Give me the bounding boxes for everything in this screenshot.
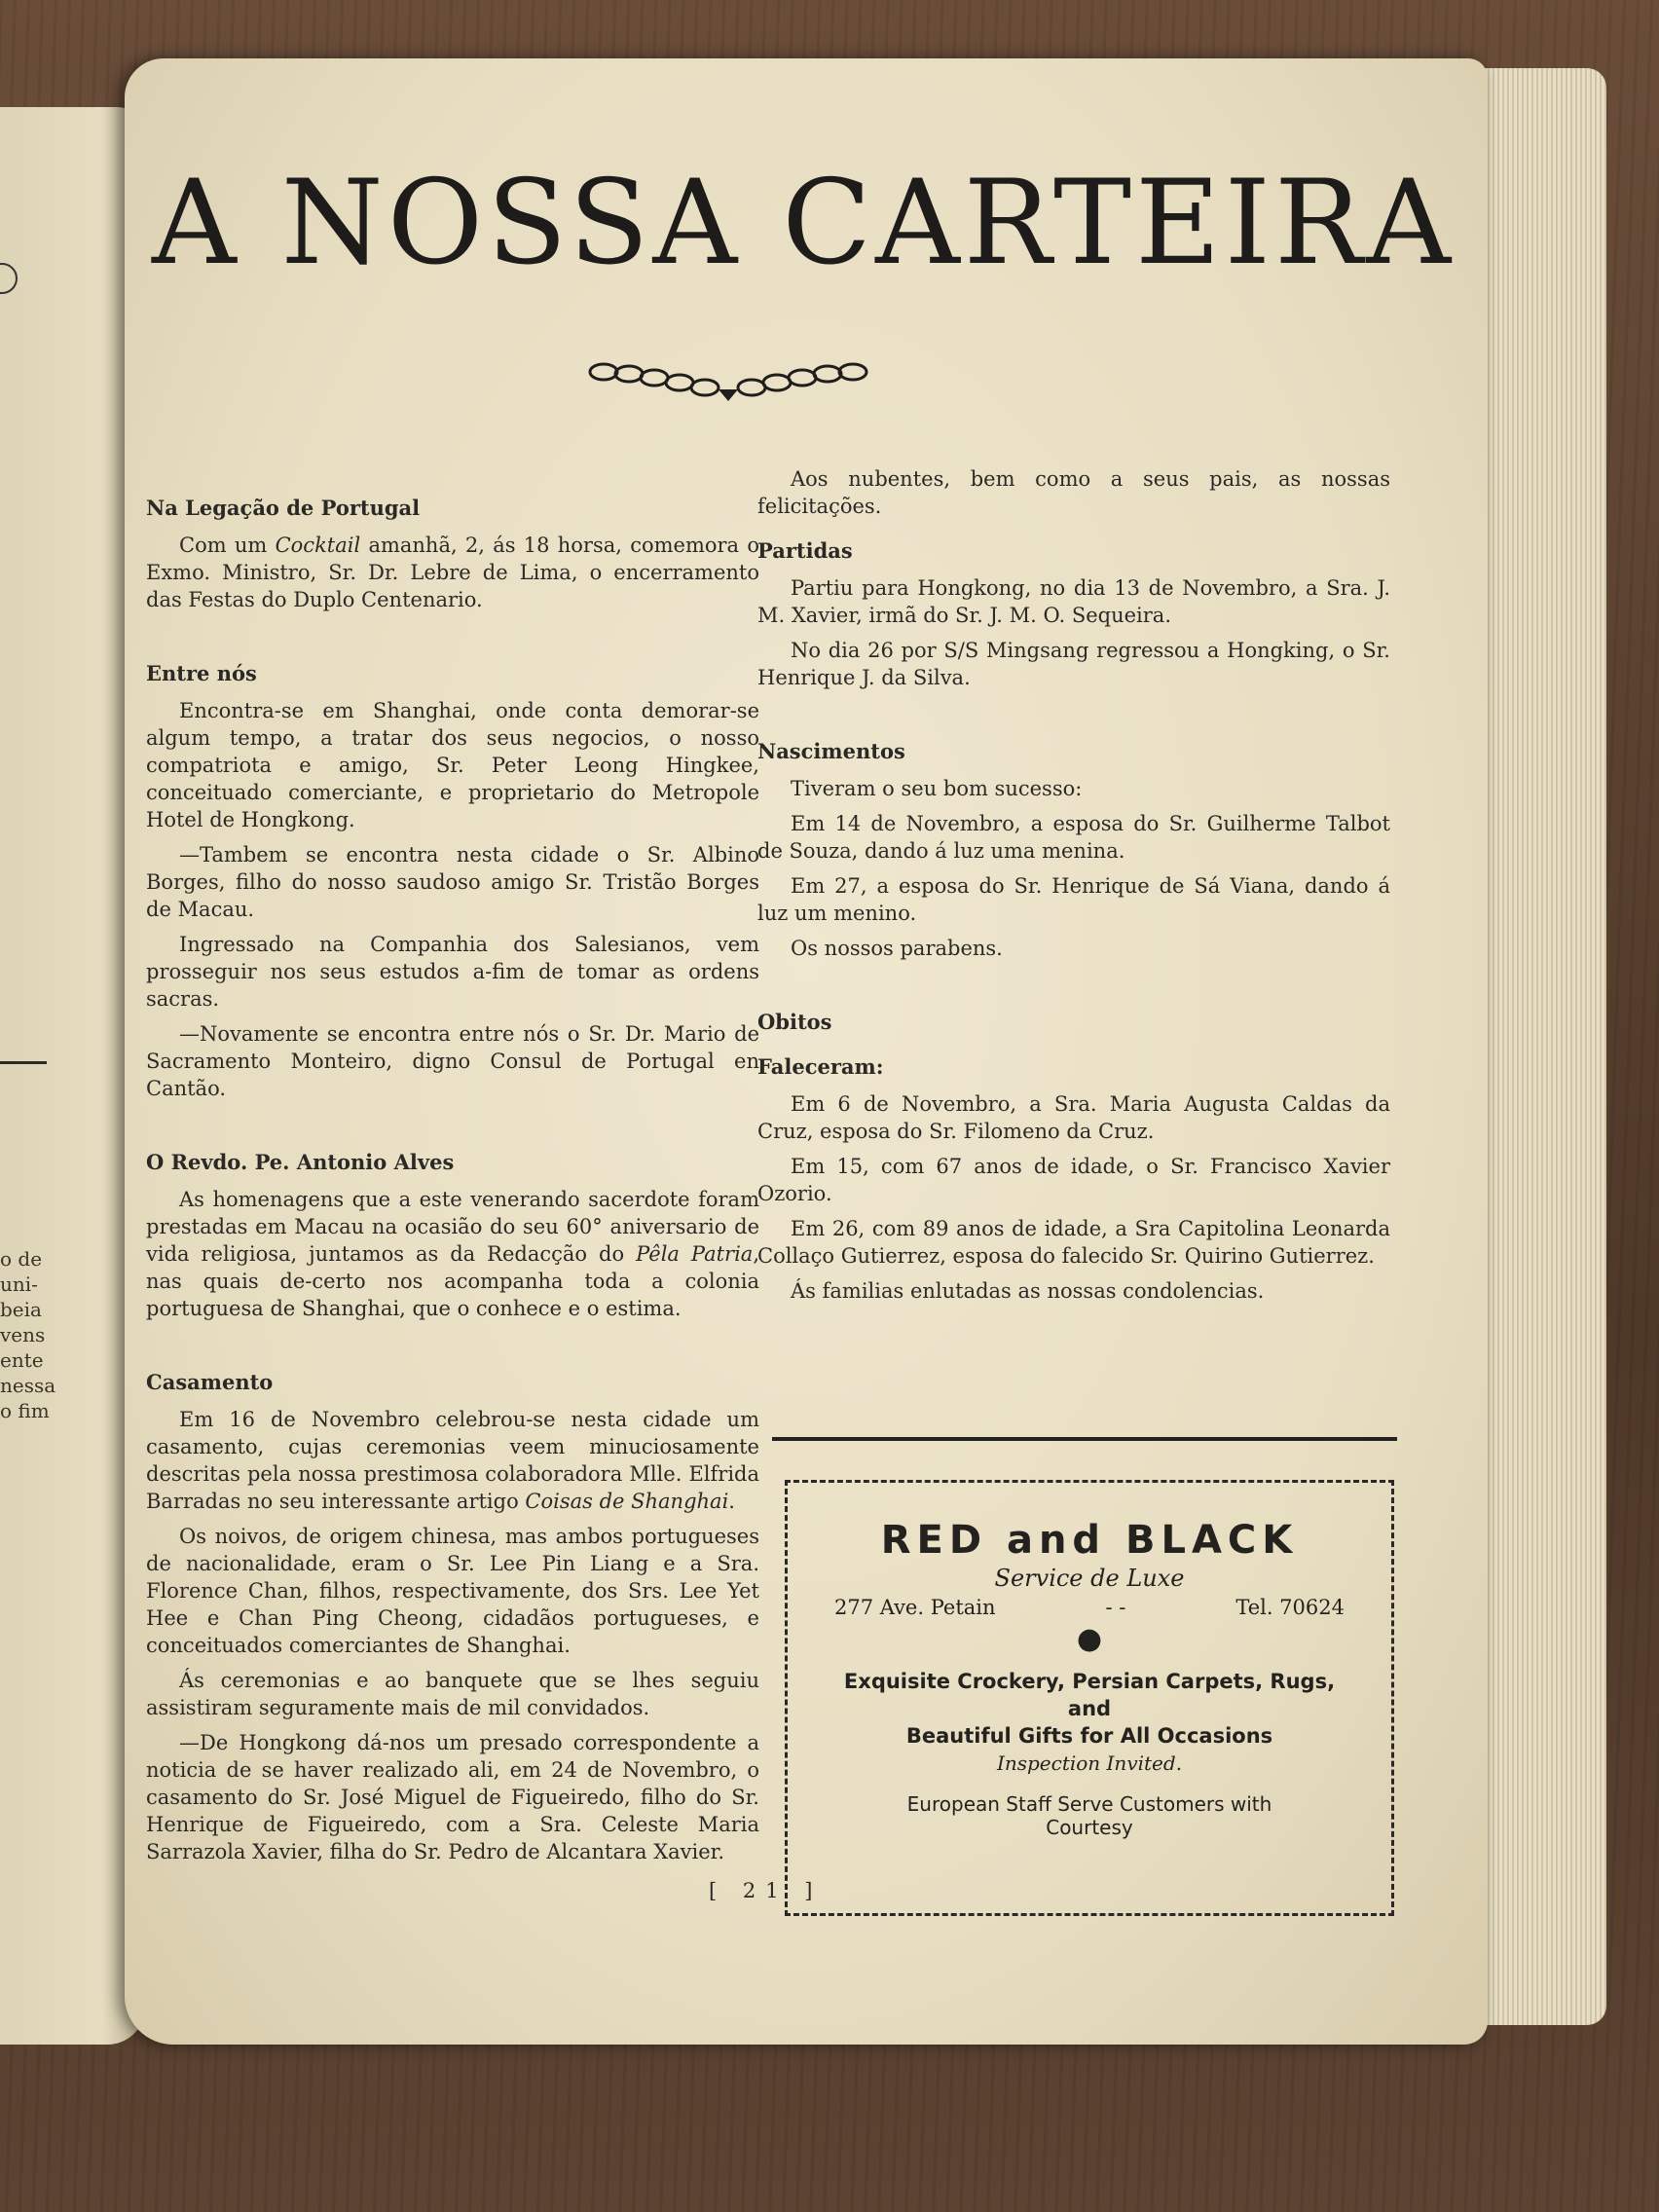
revdo-text-pre: As homenagens que a este venerando sacerdote foram prestadas em Macau na ocasião do seu 60° aniversario de vida religiosa, juntamos as da Redacção do bbox=[146, 1188, 759, 1266]
advert-address: 277 Ave. Petain bbox=[834, 1596, 996, 1619]
section-heading-legacao: Na Legação de Portugal bbox=[146, 496, 421, 520]
section-subheading-faleceram: Faleceram: bbox=[757, 1054, 884, 1079]
entre-nos-paragraph: —Novamente se encontra entre nós o Sr. Dr. Mario de Sacramento Monteiro, digno Consul de Portugal en Cantão. bbox=[146, 1022, 759, 1100]
advert-subtitle: Service de Luxe bbox=[994, 1565, 1185, 1592]
casamento-text-pre: Em 16 de Novembro celebrou-se nesta cidade um casamento, cujas ceremonias veem minuciosamente descritas pela nossa prestimosa colaboradora Mlle. Elfrida Barradas no seu interessante artigo bbox=[146, 1408, 759, 1513]
advert-dashes: - - bbox=[1105, 1596, 1126, 1619]
nascimentos-paragraph: Em 14 de Novembro, a esposa do Sr. Guilherme Talbot de Souza, dando á luz uma menina. bbox=[757, 812, 1390, 863]
obitos-paragraph: Ás familias enlutadas as nossas condolencias. bbox=[791, 1279, 1265, 1303]
obitos-paragraph: Em 15, com 67 anos de idade, o Sr. Francisco Xavier Ozorio. bbox=[757, 1155, 1390, 1205]
casamento-paragraph: Os noivos, de origem chinesa, mas ambos portugueses de nacionalidade, eram o Sr. Lee Pin Liang e a Sra. Florence Chan, filhos, respectivamente, dos Srs. Lee Yet Hee e Chan Ping Cheong, cidadãos portugueses, e conceituados comerciantes de Shanghai. bbox=[146, 1525, 759, 1657]
legacao-text-cocktail: Cocktail bbox=[275, 534, 361, 557]
section-heading-nascimentos: Nascimentos bbox=[757, 739, 905, 763]
legacao-text-pre: Com um bbox=[179, 534, 276, 557]
left-page-rule bbox=[0, 1061, 47, 1064]
advert-line: Beautiful Gifts for All Occasions bbox=[905, 1724, 1273, 1748]
advert-line: Exquisite Crockery, Persian Carpets, Rugs, bbox=[843, 1670, 1336, 1693]
magazine-page bbox=[125, 58, 1488, 2045]
casamento-paragraph bbox=[146, 1406, 759, 1515]
intro-paragraph: Aos nubentes, bem como a seus pais, as nossas felicitações. bbox=[757, 467, 1390, 518]
entre-nos-paragraph: —Tambem se encontra nesta cidade o Sr. Albino Borges, filho do nosso saudoso amigo Sr. Tristão Borges de Macau. bbox=[146, 843, 759, 921]
chain-ornament bbox=[582, 350, 874, 409]
left-page-fragment: nessa bbox=[0, 1374, 56, 1397]
page-number: [ 21 ] bbox=[709, 1879, 823, 1902]
page-title: A NOSSA CARTEIRA bbox=[152, 156, 1456, 291]
legacao-text-post: amanhã, 2, ás 18 horsa, comemora o Exmo. Ministro, Sr. Dr. Lebre de Lima, o encerramento das Festas do Duplo Centenario. bbox=[146, 534, 759, 611]
left-page-fragment: vens bbox=[0, 1323, 46, 1346]
legacao-paragraph bbox=[146, 532, 759, 613]
left-page-circle-mark bbox=[0, 263, 18, 294]
nascimentos-paragraph: Tiveram o seu bom sucesso: bbox=[791, 777, 1083, 800]
nascimentos-paragraph: Em 27, a esposa do Sr. Henrique de Sá Viana, dando á luz um menino. bbox=[757, 874, 1390, 925]
entre-nos-paragraph: Ingressado na Companhia dos Salesianos, vem prosseguir nos seus estudos a-fim de tomar as ordens sacras. bbox=[146, 933, 759, 1011]
partidas-paragraph: No dia 26 por S/S Mingsang regressou a Hongking, o Sr. Henrique J. da Silva. bbox=[757, 639, 1390, 689]
advert-line: and bbox=[1067, 1697, 1112, 1720]
advert-bullet: ● bbox=[1076, 1622, 1103, 1656]
advert-staff: European Staff Serve Customers with Courtesy bbox=[906, 1792, 1272, 1839]
casamento-paragraph: Ás ceremonias e ao banquete que se lhes seguiu assistiram seguramente mais de mil convidados. bbox=[146, 1669, 759, 1719]
advert-separator-rule bbox=[772, 1437, 1397, 1441]
nascimentos-paragraph: Os nossos parabens. bbox=[791, 937, 1003, 960]
advert-address-row bbox=[788, 1596, 1391, 1619]
revdo-text-pela-patria: Pêla Patria bbox=[636, 1242, 754, 1266]
advert-inspection: Inspection Invited. bbox=[996, 1751, 1183, 1775]
advert-telephone: Tel. 70624 bbox=[1235, 1596, 1345, 1619]
advert-brand: RED and BLACK bbox=[880, 1518, 1299, 1563]
left-column bbox=[146, 477, 759, 1873]
left-page-fragment: o fim bbox=[0, 1399, 50, 1422]
partidas-paragraph: Partiu para Hongkong, no dia 13 de Novembro, a Sra. J. M. Xavier, irmã do Sr. J. M. O. Sequeira. bbox=[757, 576, 1390, 627]
section-heading-obitos: Obitos bbox=[757, 1010, 832, 1034]
right-column bbox=[757, 465, 1390, 1312]
red-and-black-advert bbox=[785, 1480, 1394, 1916]
section-heading-revdo: O Revdo. Pe. Antonio Alves bbox=[146, 1150, 455, 1174]
section-heading-partidas: Partidas bbox=[757, 538, 853, 563]
left-page-fragment: beia bbox=[0, 1298, 42, 1321]
casamento-paragraph: —De Hongkong dá-nos um presado correspondente a noticia de se haver realizado ali, em 24 de Novembro, o casamento do Sr. José Miguel de Figueiredo, filho do Sr. Henrique de Figueiredo, com a Sra. Celeste Maria Sarrazola Xavier, filha do Sr. Pedro de Alcantara Xavier. bbox=[146, 1731, 759, 1863]
obitos-paragraph: Em 26, com 89 anos de idade, a Sra Capitolina Leonarda Collaço Gutierrez, esposa do falecido Sr. Quirino Gutierrez. bbox=[757, 1217, 1390, 1268]
section-heading-casamento: Casamento bbox=[146, 1370, 274, 1394]
left-page-fragment: o de bbox=[0, 1247, 43, 1271]
revdo-text-post: , nas quais de-certo nos acompanha toda a colonia portuguesa de Shanghai, que o conhece e o estima. bbox=[146, 1242, 760, 1320]
left-page-fragment: uni- bbox=[0, 1272, 38, 1296]
left-page-fragment: ente bbox=[0, 1348, 44, 1372]
obitos-paragraph: Em 6 de Novembro, a Sra. Maria Augusta Caldas da Cruz, esposa do Sr. Filomeno da Cruz. bbox=[757, 1092, 1390, 1143]
casamento-text-post: . bbox=[728, 1490, 735, 1513]
section-heading-entre-nos: Entre nós bbox=[146, 661, 257, 685]
revdo-paragraph bbox=[146, 1186, 759, 1322]
casamento-text-coisas: Coisas de Shanghai bbox=[525, 1490, 729, 1513]
entre-nos-paragraph: Encontra-se em Shanghai, onde conta demorar-se algum tempo, a tratar dos seus negocios, o nosso compatriota e amigo, Sr. Peter Leong Hingkee, conceituado comerciante, e proprietario do Metropole Hotel de Hongkong. bbox=[146, 699, 759, 831]
